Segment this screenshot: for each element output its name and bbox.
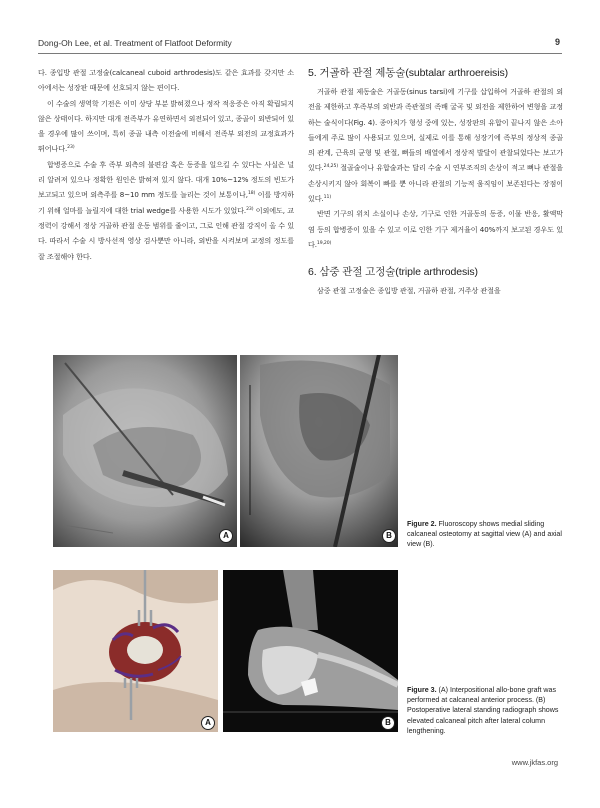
header-rule <box>38 53 562 54</box>
reference-superscript: 23) <box>246 206 254 212</box>
left-paragraph-3: 합병증으로 수술 후 족부 외측의 불편감 혹은 동증을 일으킬 수 있다는 사실은 널리 알려져 있으나 정확한 원인은 밝혀져 있지 않다. 대개 10%~12% 정도의 빈도가 보고되고 있으며 외측주를 8~10 mm 정도를 늘리는 것이 보통이나,$^{18)}$ 이를 방지하기 위해 얼마를 늘릴지에 대한 trial wedge를 사용한 시도가 있었다.$^{23)}$ 이외에도, 교정력이 강해서 정상 거골하 관절 운동 범위를 줄이고, 그로 인해 관절 강직이 올 수 있다. 따라서 수술 시 방사선적 영상 검사뿐만 아니라, 외반을 시켜보며 교정의 정도를 잘 조절해야 한다. <box>38 159 295 261</box>
panel-label-b: B <box>382 529 396 543</box>
right-column <box>308 65 563 299</box>
left-paragraph-1: 다. 종입방 관절 고정술(calcaneal cuboid arthrodesis)도 같은 효과를 갖지만 소아에서는 성장판 때문에 선호되지 않는 편이다. <box>38 68 294 93</box>
reference-superscript: 24,25) <box>323 164 339 170</box>
reference-superscript: 19,20) <box>316 240 332 246</box>
right-paragraph-1: 거골하 관절 제동술은 거골동(sinus tarsi)에 기구를 삽입하여 거골하 관절의 외전을 제한하고 후족부의 외반과 족관절의 족배 굴곡 및 외전을 제한하여 변형을 교정하는 술식이다(Fig. 4). 종아치가 형성 중에 있는, 성장판의 유합이 끝나지 않은 소아들에게 주로 많이 사용되고 있으며, 실제로 이를 통해 성장기에 족부의 정상적 종골의 관계, 근육의 균형 및 관절, 뼈들의 배열에서 정상적 발달이 관찰되었다는 보고가 있다.$^{24,25)}$ 절골술이나 유합술과는 달리 수술 시 연부조직의 손상이 적고 뼈나 관절을 손상시키지 않아 회복이 빠를 뿐 아니라 관절의 기능적 움직임이 보존된다는 장점이 있다.$^{11)}$ <box>308 87 563 204</box>
reference-superscript: 11) <box>323 195 332 201</box>
reference-superscript: 18) <box>247 191 256 197</box>
figure-3-caption: Figure 3. (A) Interpositional allo-bone graft was performed at calcaneal anterior process. (B) Postoperative lateral standing radiograph shows elevated calcaneal pitch after lateral column lengthening. <box>407 686 559 735</box>
section-5-heading: 5. 거골하 관절 제동술(subtalar arthroereisis) <box>308 67 508 79</box>
panel-label-a: A <box>201 716 215 730</box>
right-paragraph-2: 반면 기구의 위치 소실이나 손상, 기구로 인한 거골동의 동증, 이물 반응, 활액막염 등의 합병증이 있을 수 있고 이로 인한 기구 제거율이 40%까지 보고된 경우도 있다.$^{19,20)}$ <box>308 209 563 249</box>
panel-label-a: A <box>219 529 233 543</box>
reference-superscript: 23) <box>67 145 75 151</box>
figure-3-label: Figure 3. <box>407 686 437 694</box>
running-header <box>38 38 560 52</box>
left-paragraph-2: 이 수술의 생역학 기전은 이미 상당 부분 밝혀졌으나 정작 적응증은 아직 확립되지 않은 상태이다. 하지만 대개 전족부가 유연하면서 외전되어 있고, 종골이 외반되어 있을 경우에 많이 쓰이며, 특히 종골 내측 이전술에 비해서 전족부 외전의 교정효과가 뛰어나다.$^{23)}$ <box>38 98 294 154</box>
panel-label-b: B <box>381 716 395 730</box>
figure-3a-surgical-photo <box>53 570 218 732</box>
page-number: 9 <box>554 37 560 47</box>
figure-2b-fluoroscopy-image <box>240 355 398 547</box>
section-6-heading: 6. 삼중 관절 고정술(triple arthrodesis) <box>308 266 478 279</box>
figure-2-caption: Figure 2. Fluoroscopy shows medial sliding calcaneal osteotomy at sagittal view (A) and axial view (B). <box>407 520 562 549</box>
left-column <box>38 65 294 264</box>
figure-2-label: Figure 2. <box>407 520 437 528</box>
right-paragraph-3: 삼중 관절 고정술은 종입방 관절, 거골하 관절, 거주상 관절을 <box>317 286 501 296</box>
running-title: Dong-Oh Lee, et al. Treatment of Flatfoot Deformity <box>38 38 232 48</box>
journal-url[interactable]: www.jkfas.org <box>511 758 558 767</box>
figure-3b-radiograph <box>223 570 398 732</box>
figure-2a-fluoroscopy-image <box>53 355 237 547</box>
